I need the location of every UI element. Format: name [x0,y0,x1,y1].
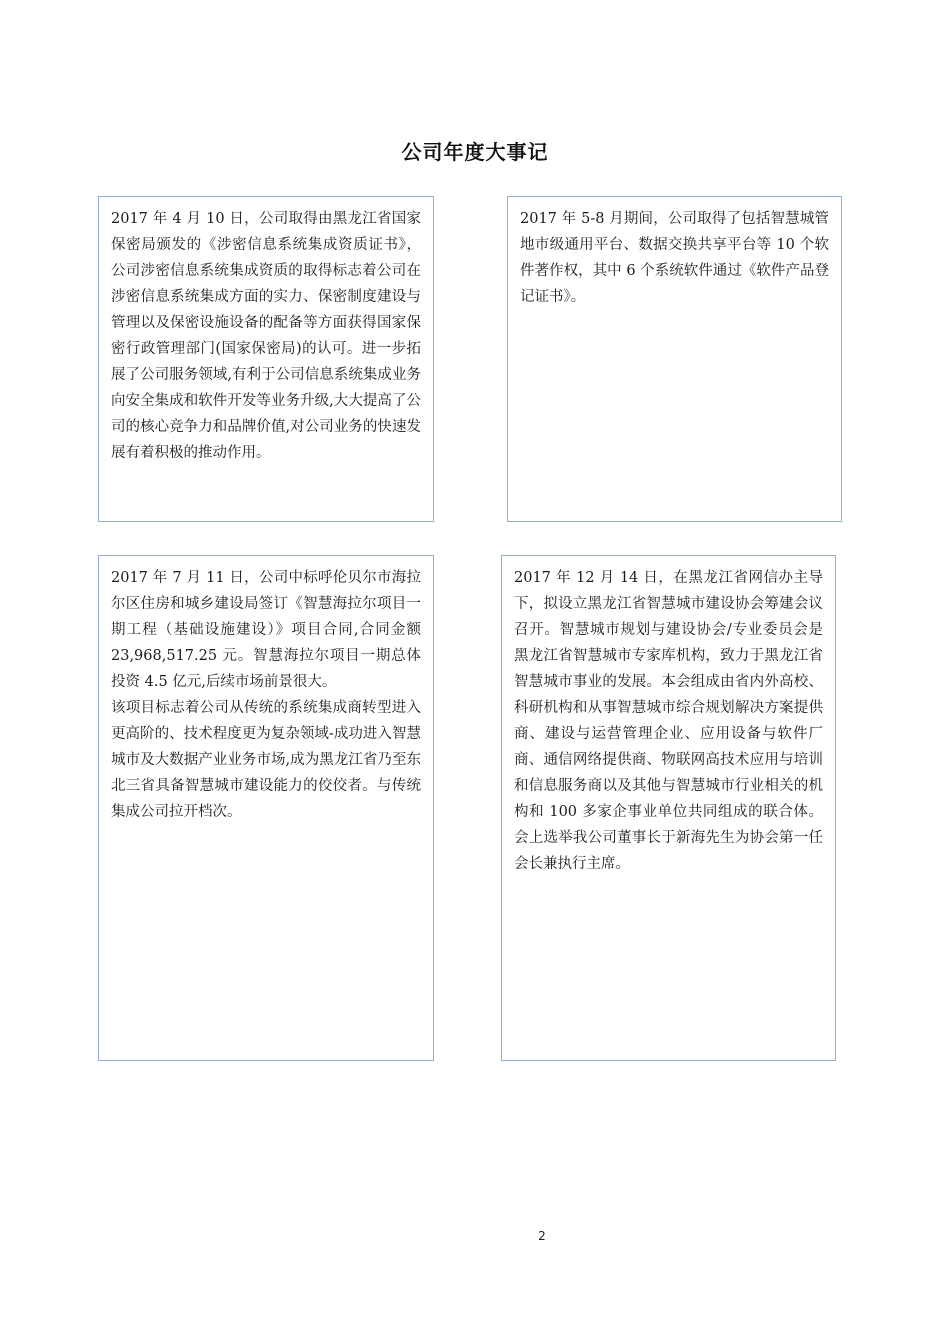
page-title: 公司年度大事记 [401,140,549,164]
event-paragraph: 2017 年 5-8 月期间，公司取得了包括智慧城管地市级通用平台、数据交换共享平台等 10 个软件著作权，其中 6 个系统软件通过《软件产品登记证书》。 [520,211,829,305]
page-number: 2 [538,1229,546,1243]
event-box-may-august [507,196,842,522]
event-paragraph: 该项目标志着公司从传统的系统集成商转型进入更高阶的、技术程度更为复杂领域-成功进入智慧城市及大数据产业业务市场,成为黑龙江省乃至东北三省具备智慧城市建设能力的佼佼者。与传统集成公司拉开档次。 [111,700,421,820]
event-box-july [98,555,434,1061]
event-box-april [98,196,434,522]
event-box-december [501,555,836,1061]
event-paragraph: 2017 年 7 月 11 日，公司中标呼伦贝尔市海拉尔区住房和城乡建设局签订《智慧海拉尔项目一期工程（基础设施建设）》项目合同,合同金额 23,968,517.25 元。智慧海拉尔项目一期总体投资 4.5 亿元,后续市场前景很大。 [111,570,421,690]
event-paragraph: 2017 年 4 月 10 日，公司取得由黑龙江省国家保密局颁发的《涉密信息系统集成资质证书》，公司涉密信息系统集成资质的取得标志着公司在涉密信息系统集成方面的实力、保密制度建设与管理以及保密设施设备的配备等方面获得国家保密行政管理部门(国家保密局)的认可。进一步拓展了公司服务领域,有利于公司信息系统集成业务向安全集成和软件开发等业务升级,大大提高了公司的核心竞争力和品牌价值,对公司业务的快速发展有着积极的推动作用。 [111,211,421,461]
event-paragraph: 2017 年 12 月 14 日，在黑龙江省网信办主导下，拟设立黑龙江省智慧城市建设协会筹建会议召开。智慧城市规划与建设协会/专业委员会是黑龙江省智慧城市专家库机构，致力于黑龙江省智慧城市事业的发展。本会组成由省内外高校、科研机构和从事智慧城市综合规划解决方案提供商、建设与运营管理企业、应用设备与软件厂商、通信网络提供商、物联网高技术应用与培训和信息服务商以及其他与智慧城市行业相关的机构和 100 多家企事业单位共同组成的联合体。会上选举我公司董事长于新海先生为协会第一任会长兼执行主席。 [514,570,823,872]
